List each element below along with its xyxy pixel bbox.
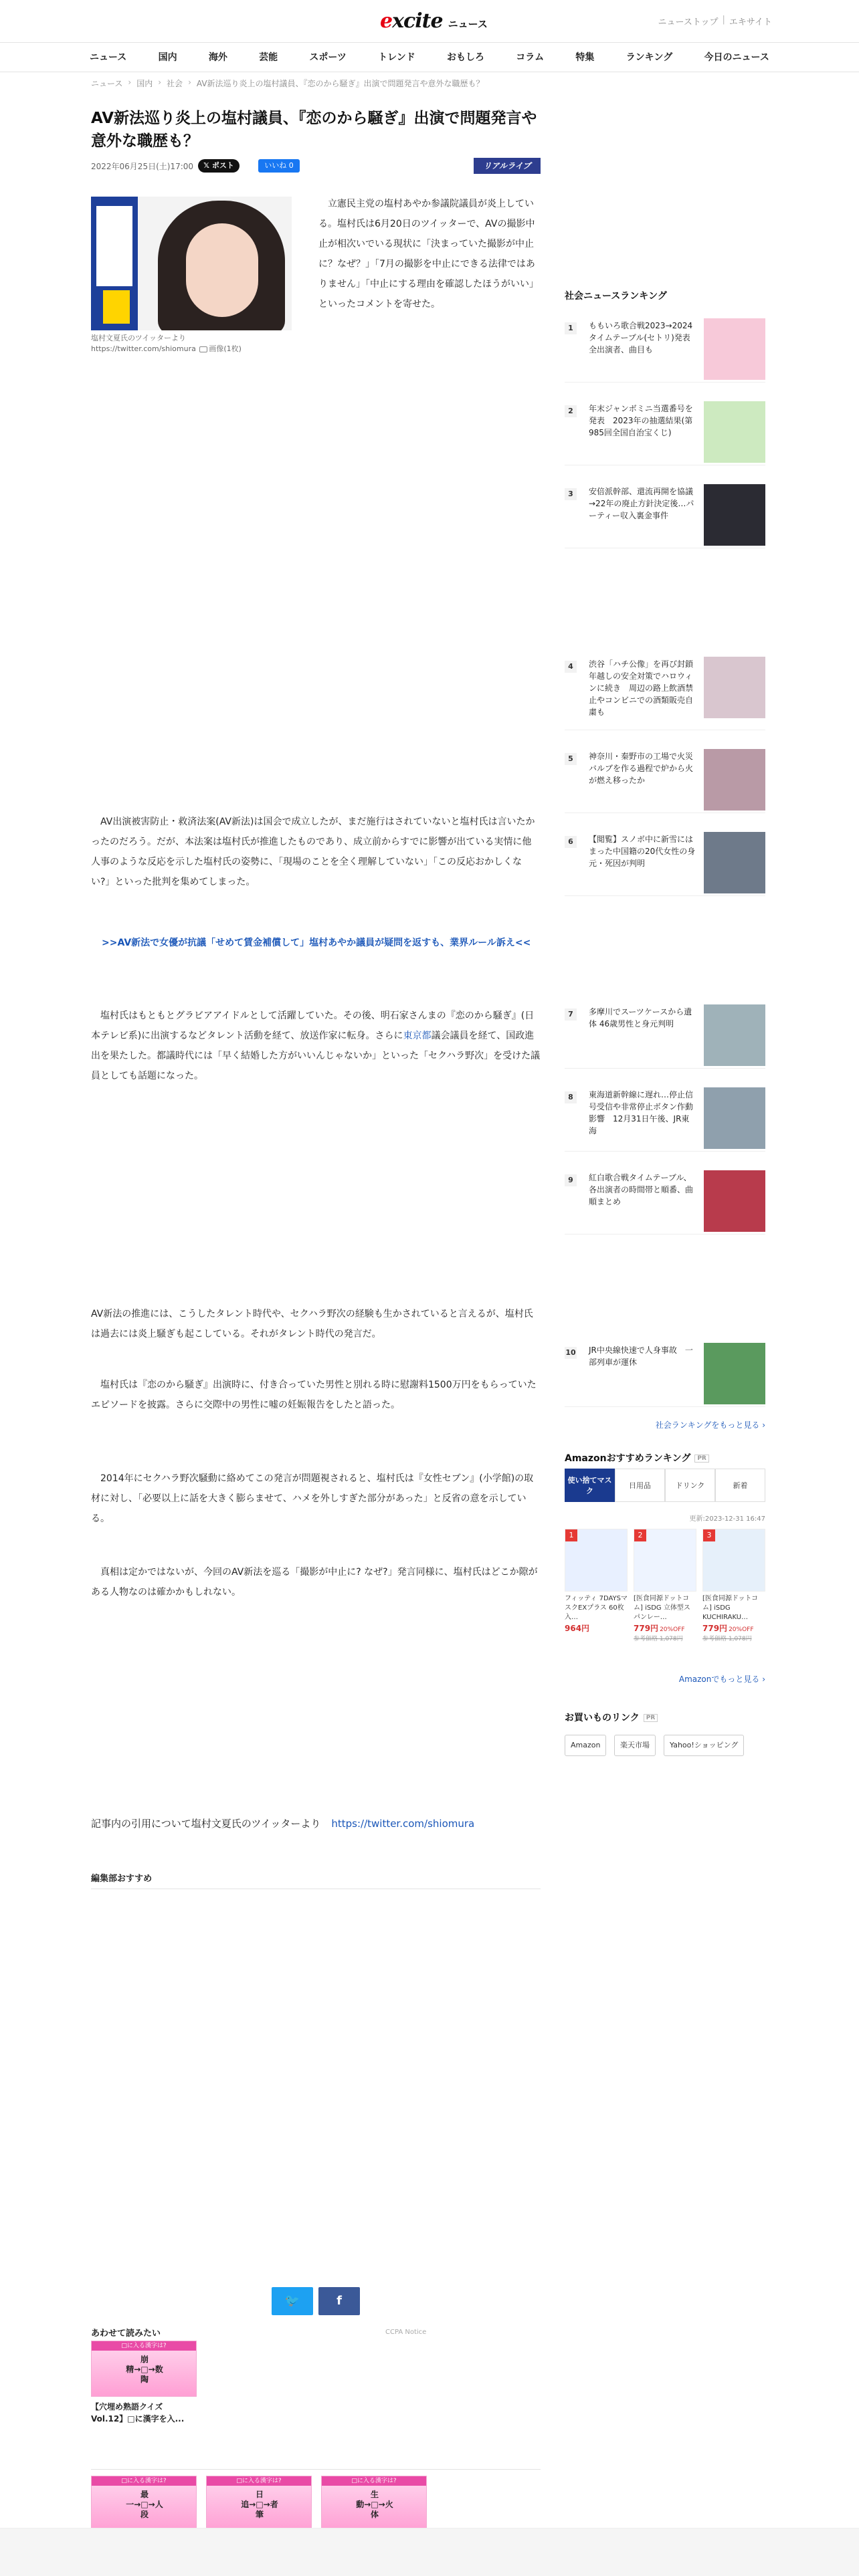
quote-source	[91, 1816, 474, 1830]
ranking-item[interactable]	[565, 832, 765, 896]
product-image	[702, 1529, 765, 1592]
chevron-right-icon: ›	[128, 78, 132, 87]
nav-item-feature[interactable]: 特集	[575, 52, 595, 63]
ranking-item[interactable]	[565, 1170, 765, 1235]
quiz-thumbnail: □に入る漢字は? 最 一→□→人 段	[91, 2476, 197, 2532]
nav-item-entertainment[interactable]: 芸能	[259, 52, 278, 63]
quiz-card[interactable]	[321, 2476, 427, 2532]
article-paragraph: 塩村氏はもともとグラビアアイドルとして活躍していた。その後、明石家さんまの『恋のから騒ぎ』(日本テレビ系)に出演するなどタレント活動を経て、放送作家に転身。さらに東京都議会議員を経て、国政進出を果たした。都議時代には「早く結婚した方がいいんじゃないか」といった「セクハラ野次」を受けた議員としても話題になった。	[91, 1010, 541, 1081]
product-image	[565, 1529, 628, 1592]
rank-title: 安倍派幹部、還流再開を協議→22年の廃止方針決定後…パーティー収入裏金事件	[589, 487, 694, 520]
tokyo-link[interactable]: 東京都	[403, 1031, 432, 1041]
rank-badge: 2	[634, 1529, 646, 1541]
quiz-thumbnail: □に入る漢字は? 崩 精→□→数 陶	[91, 2341, 197, 2397]
divider	[91, 2469, 541, 2470]
article-paragraph: 2014年にセクハラ野次騒動に絡めてこの発言が問題視されると、塩村氏は『女性セブン』(小学館)の取材に対し、「必要以上に話を大きく膨らませて、ハメを外しすぎた部分があった」と反省の意を示している。	[91, 1473, 534, 1524]
ranking-item[interactable]	[565, 318, 765, 383]
breadcrumb-current: AV新法巡り炎上の塩村議員、『恋のから騒ぎ』出演で問題発言や意外な職歴も？	[196, 79, 484, 88]
rank-number: 9	[565, 1174, 577, 1186]
site-header	[0, 0, 859, 43]
twitter-icon: 🐦	[284, 2294, 300, 2308]
amazon-updated: 更新:2023-12-31 16:47	[689, 1515, 765, 1523]
page-footer-bar	[0, 2528, 859, 2576]
product-price: 964円	[565, 1624, 590, 1633]
rank-thumbnail	[704, 484, 765, 546]
tab-daily-goods[interactable]: 日用品	[615, 1469, 665, 1502]
rank-title: 東海道新幹線に遅れ…停止信号受信や非常停止ボタン作動影響 12月31日午後、JR東海	[589, 1090, 694, 1136]
ranking-heading: 社会ニュースランキング	[565, 291, 667, 302]
quiz-thumbnail: □に入る漢字は? 日 追→□→者 筆	[206, 2476, 312, 2532]
camera-icon	[199, 346, 207, 352]
article-photo	[91, 197, 292, 354]
shop-link-rakuten[interactable]: 楽天市場	[614, 1735, 656, 1756]
ccpa-notice[interactable]: CCPA Notice	[385, 2329, 427, 2336]
quote-source-text: 記事内の引用について塩村文夏氏のツイッターより	[91, 1818, 321, 1830]
rank-title: 神奈川・秦野市の工場で火災 バルブを作る過程で炉から火が燃え移ったか	[589, 752, 702, 785]
facebook-share-button[interactable]	[318, 2287, 360, 2315]
quiz-card[interactable]	[206, 2476, 312, 2532]
rank-number: 6	[565, 836, 577, 848]
portrait-face	[186, 223, 258, 317]
twitter-share-button[interactable]	[272, 2287, 313, 2315]
pr-badge: PR	[694, 1455, 709, 1463]
photo-caption-text: 塩村文夏氏のツイッターより https://twitter.com/shiomura	[91, 334, 196, 353]
rank-number: 10	[565, 1347, 577, 1359]
amazon-item[interactable]	[634, 1529, 696, 1642]
nav-item-sports[interactable]: スポーツ	[309, 52, 347, 63]
rank-thumbnail	[704, 749, 765, 811]
ranking-item[interactable]	[565, 1343, 765, 1407]
rank-number: 1	[565, 322, 577, 334]
rank-thumbnail	[704, 657, 765, 718]
logo-sub: ニュース	[448, 18, 488, 30]
rank-thumbnail	[704, 832, 765, 893]
global-nav	[0, 43, 859, 72]
facebook-like-button[interactable]: いいね 0	[258, 159, 300, 173]
tab-masks[interactable]: 使い捨てマスク	[565, 1469, 615, 1502]
article-title: AV新法巡り炎上の塩村議員、『恋のから騒ぎ』出演で問題発言や意外な職歴も？	[91, 110, 537, 150]
nav-item-funny[interactable]: おもしろ	[447, 52, 485, 63]
rank-number: 5	[565, 753, 577, 765]
rank-number: 4	[565, 661, 577, 673]
rank-thumbnail	[704, 1170, 765, 1232]
nav-item-ranking[interactable]: ランキング	[626, 52, 673, 63]
breadcrumb-society[interactable]: 社会	[167, 79, 183, 88]
poster-graphic	[91, 197, 138, 330]
breadcrumb-news[interactable]: ニュース	[91, 79, 123, 88]
amazon-tabs	[565, 1469, 765, 1502]
shop-link-yahoo[interactable]: Yahoo!ショッピング	[664, 1735, 744, 1756]
article-paragraph: 塩村氏は『恋のから騒ぎ』出演時に、付き合っていた男性と別れる時に慰謝料1500万円をもらっていたエピソードを披露。さらに交際中の男性に嘘の妊娠報告をしたと語った。	[91, 1380, 537, 1410]
ranking-item[interactable]	[565, 1087, 765, 1152]
rank-title: 多摩川でスーツケースから遺体 46歳男性と身元判明	[589, 1007, 692, 1029]
rank-badge: 1	[565, 1529, 577, 1541]
ranking-item[interactable]	[565, 1004, 765, 1069]
ranking-more-link[interactable]: 社会ランキングをもっと見る ›	[656, 1419, 765, 1430]
quote-source-link[interactable]: https://twitter.com/shiomura	[331, 1818, 475, 1830]
product-price: 779円 20%OFF	[702, 1624, 754, 1633]
quiz-card[interactable]	[91, 2341, 197, 2425]
rank-number: 2	[565, 405, 577, 417]
article-paragraph: AV新法の推進には、こうしたタレント時代や、セクハラ野次の経験も生かされていると言えるが、塩村氏は過去には炎上騒ぎも起こしている。それがタレント時代の発言だ。	[91, 1309, 533, 1339]
product-name: [医食同源ドットコム] iSDG 立体型スパンレー…	[634, 1595, 690, 1621]
product-name: [医食同源ドットコム] iSDG KUCHIRAKU…	[702, 1595, 759, 1621]
chevron-right-icon: ›	[188, 78, 191, 87]
rank-number: 7	[565, 1008, 577, 1021]
article-paragraph: AV出演被害防止・救済法案(AV新法)は国会で成立したが、まだ施行はされていないと塩村氏は言いたかったのだろう。だが、本法案は塩村氏が推進したものであり、成立前からすでに影響が出ている実情に他人事のような反応を示した塩村氏の姿勢に、「現場のことを全く理解していない」「この反応おかしくない?」といった批判を集めてしまった。	[91, 817, 535, 887]
quiz-thumbnail: □に入る漢字は? 生 動→□→火 体	[321, 2476, 427, 2532]
breadcrumb	[91, 78, 484, 89]
logo-rest: xcite	[392, 9, 443, 33]
chevron-right-icon: ›	[158, 78, 162, 87]
product-reference-price: 参考価格 1,078円	[702, 1636, 752, 1642]
header-links	[658, 15, 772, 27]
rank-title: JR中央線快速で人身事故 一部列車が運休	[589, 1346, 693, 1367]
rank-title: 渋谷「ハチ公像」を再び封鎖 年越しの安全対策でハロウィンに続き 周辺の路上飲酒禁止やコンビニでの酒類販売自粛も	[589, 659, 702, 717]
shop-link-amazon[interactable]: Amazon	[565, 1735, 606, 1756]
tab-drinks[interactable]: ドリンク	[665, 1469, 715, 1502]
pr-badge: PR	[644, 1714, 658, 1722]
header-link-news-top[interactable]: ニューストップ	[658, 17, 719, 27]
logo-mark: excite	[380, 9, 443, 33]
editor-picks-heading: 編集部おすすめ	[91, 1874, 153, 1884]
product-reference-price: 参考価格 1,078円	[634, 1636, 683, 1642]
article	[91, 107, 541, 2519]
rank-title: 【閲覧】スノボ中に新雪にはまった中国籍の20代女性の身元・死因が判明	[589, 835, 696, 868]
breadcrumb-domestic[interactable]: 国内	[136, 79, 153, 88]
rank-title: ももいろ歌合戦2023→2024タイムテーブル(セトリ)発表 全出演者、曲目も	[589, 321, 698, 354]
source-logo[interactable]: リアルライブ	[474, 158, 541, 174]
rank-thumbnail	[704, 1087, 765, 1149]
facebook-icon: f	[337, 2294, 342, 2308]
rank-number: 3	[565, 488, 577, 500]
rank-thumbnail	[704, 1343, 765, 1404]
header-link-excite[interactable]: エキサイト	[729, 17, 772, 27]
rank-title: 紅白歌合戦タイムテーブル、各出演者の時間帯と順番、曲順まとめ	[589, 1173, 694, 1206]
header-link-separator: |	[722, 15, 725, 25]
product-name: フィッティ 7DAYSマスクEXプラス 60枚入…	[565, 1595, 628, 1621]
quiz-title: 【穴埋め熟語クイズ Vol.12】□に漢字を入...	[91, 2402, 185, 2424]
amazon-item[interactable]	[565, 1529, 628, 1634]
amazon-item[interactable]	[702, 1529, 765, 1642]
rank-thumbnail	[704, 401, 765, 463]
rank-badge: 3	[703, 1529, 715, 1541]
photo-count[interactable]: 画像(1枚)	[209, 344, 242, 353]
tab-new[interactable]: 新着	[715, 1469, 765, 1502]
nav-item-world[interactable]: 海外	[208, 52, 227, 63]
product-image	[634, 1529, 696, 1592]
ranking-item[interactable]	[565, 401, 765, 465]
rank-thumbnail	[704, 318, 765, 380]
nav-item-domestic[interactable]: 国内	[158, 52, 177, 63]
nav-item-column[interactable]: コラム	[516, 52, 545, 63]
ranking-item[interactable]	[565, 484, 765, 548]
nav-item-trend[interactable]: トレンド	[378, 52, 415, 63]
product-price: 779円 20%OFF	[634, 1624, 685, 1633]
article-meta	[91, 158, 541, 175]
rank-title: 年末ジャンボミニ当選番号を発表 2023年の抽選結果(第985回全国自治宝くじ)	[589, 404, 693, 437]
quiz-card[interactable]	[91, 2476, 197, 2532]
rank-thumbnail	[704, 1004, 765, 1066]
photo-image[interactable]	[91, 197, 292, 330]
also-read-heading: あわせて読みたい	[91, 2329, 161, 2339]
amazon-more-link[interactable]: Amazonでもっと見る ›	[679, 1673, 765, 1685]
amazon-ranking-heading: Amazonおすすめランキング PR	[565, 1451, 709, 1465]
photo-caption	[91, 333, 292, 354]
article-lead: 立憲民主党の塩村あやか参議院議員が炎上している。塩村氏は6月20日のツイッターで、AVの撮影中止が相次いでいる現状に「決まっていた撮影が中止に？なぜ？」「7月の撮影を中止にできる法律ではありません」「中止にする理由を確認したほうがいい」といったコメントを寄せた。	[318, 199, 539, 310]
rank-number: 8	[565, 1091, 577, 1103]
nav-item-today[interactable]: 今日のニュース	[704, 52, 769, 63]
shopping-links-heading: お買いものリンク PR	[565, 1711, 658, 1724]
excite-news-logo[interactable]	[380, 9, 488, 33]
ranking-item[interactable]	[565, 749, 765, 813]
article-paragraph: 真相は定かではないが、今回のAV新法を巡る「撮影が中止に? なぜ?」発言同様に、塩村氏はどこか隙がある人物なのは確かかもしれない。	[91, 1567, 538, 1598]
article-date: 2022年06月25日(土)17:00	[91, 162, 194, 171]
ranking-item[interactable]	[565, 657, 765, 730]
nav-item-news[interactable]: ニュース	[90, 52, 127, 63]
x-post-button[interactable]: 𝕏 ポスト	[198, 159, 240, 173]
related-article-link[interactable]: >>AV新法で女優が抗議「せめて賃金補償して」塩村あやか議員が疑問を返すも、業界ルール訴え<<	[102, 938, 531, 948]
